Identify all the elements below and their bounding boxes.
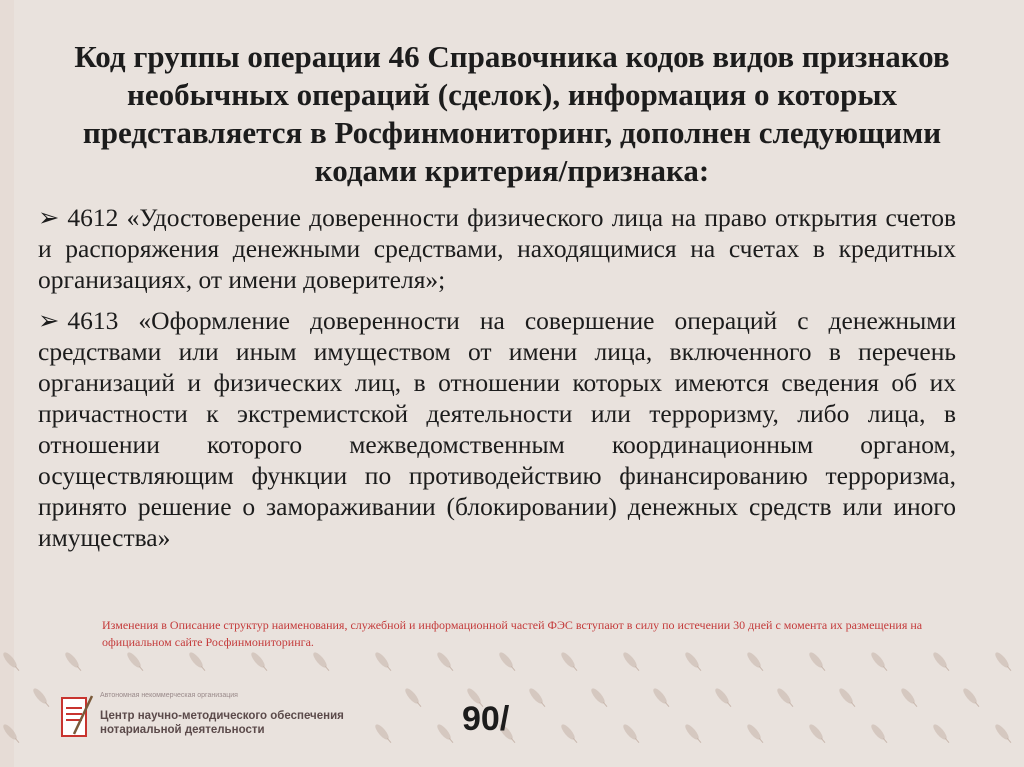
- quill-icon: [838, 687, 857, 708]
- quill-icon: [900, 687, 919, 708]
- quill-icon: [436, 652, 455, 673]
- quill-icon: [808, 723, 827, 744]
- quill-icon: [498, 652, 517, 673]
- quill-icon: [870, 652, 889, 673]
- quill-icon: [250, 652, 269, 673]
- quill-icon: [374, 723, 393, 744]
- quill-icon: [404, 687, 423, 708]
- item-text: 4613 «Оформление доверенности на совершение операций с денежными средствами или иным имуществом от имени лица, включенного в перечень организаций и физических лиц, в отношении которых имеются сведения об их причастности к экстремистской деятельности или терроризму, либо лица, в отношении которого межведомственным координационным органом, осуществляющим функции по противодействию финансированию терроризма, принято решение о замораживании (блокировании) денежных средств или иного имущества»: [38, 306, 956, 552]
- list-item: [38, 305, 956, 553]
- quill-icon: [714, 687, 733, 708]
- quill-icon: [32, 687, 51, 708]
- footnote: Изменения в Описание структур наименования, служебной и информационной частей ФЭС вступают в силу по истечении 30 дней с момента их размещения на официальном сайте Росфинмониторинга.: [102, 618, 923, 649]
- quill-icon: [870, 723, 889, 744]
- quill-icon: [994, 652, 1013, 673]
- bullet-list: [38, 202, 956, 563]
- quill-icon: [590, 687, 609, 708]
- slide-title: Код группы операции 46 Справочника кодов видов признаков необычных операций (сделок), информация о которых представляется в Росфинмониторинг, дополнен следующими кодами критерия/признака:: [74, 39, 950, 188]
- quill-icon: [436, 723, 455, 744]
- list-item: [38, 202, 956, 295]
- page-number: 90/: [462, 700, 510, 738]
- quill-icon: [622, 723, 641, 744]
- quill-icon: [932, 652, 951, 673]
- arrow-bullet-icon: ➢: [38, 203, 60, 232]
- quill-icon: [746, 652, 765, 673]
- quill-icon: [746, 723, 765, 744]
- quill-icon: [652, 687, 671, 708]
- quill-icon: [528, 687, 547, 708]
- quill-icon: [2, 652, 21, 673]
- quill-icon: [126, 652, 145, 673]
- logo-subtitle: Автономная некоммерческая организация: [100, 692, 238, 699]
- quill-icon: [994, 723, 1013, 744]
- quill-icon: [312, 652, 331, 673]
- quill-icon: [808, 652, 827, 673]
- quill-icon: [932, 723, 951, 744]
- quill-icon: [684, 652, 703, 673]
- organization-logo: [60, 688, 350, 740]
- notary-emblem-icon: [60, 694, 94, 740]
- quill-icon: [622, 652, 641, 673]
- quill-icon: [684, 723, 703, 744]
- arrow-bullet-icon: ➢: [38, 306, 60, 335]
- logo-name-line-1: Центр научно-методического обеспечения: [100, 710, 344, 722]
- quill-icon: [776, 687, 795, 708]
- quill-icon: [374, 652, 393, 673]
- quill-icon: [962, 687, 981, 708]
- quill-icon: [2, 723, 21, 744]
- quill-icon: [560, 723, 579, 744]
- item-text: 4612 «Удостоверение доверенности физического лица на право открытия счетов и распоряжения денежными средствами, находящимися на счетах в кредитных организациях, от имени доверителя»;: [38, 203, 956, 294]
- quill-icon: [560, 652, 579, 673]
- quill-icon: [64, 652, 83, 673]
- quill-icon: [188, 652, 207, 673]
- logo-name-line-2: нотариальной деятельности: [100, 724, 265, 736]
